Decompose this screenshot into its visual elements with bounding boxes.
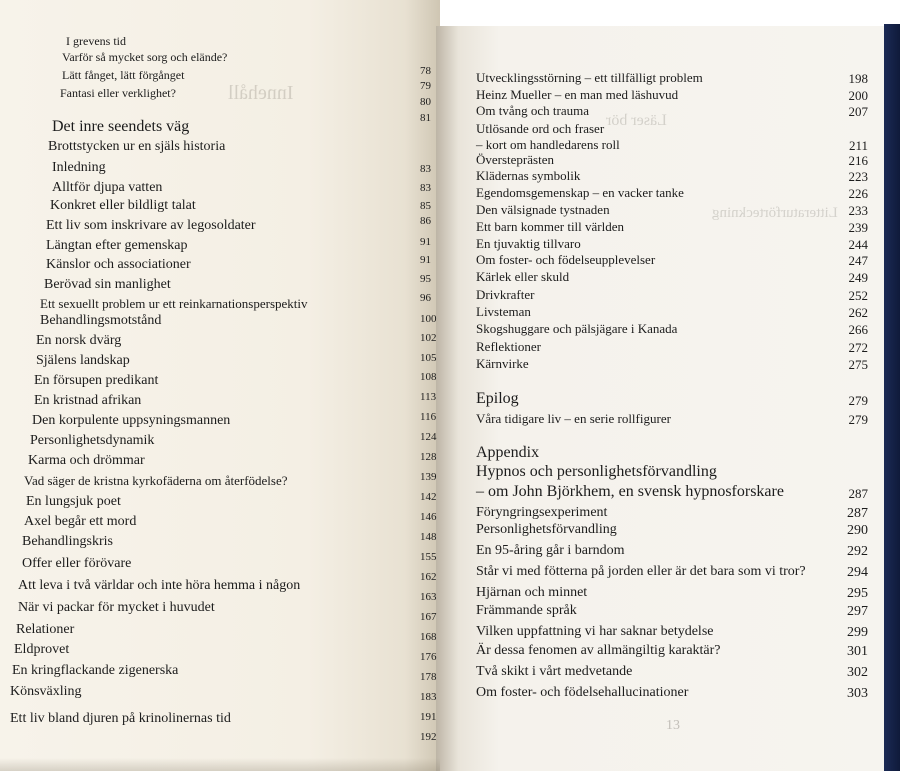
toc-entry-page: 244	[848, 237, 868, 252]
toc-entry-page: 78	[420, 65, 431, 77]
toc-entry-page: 233	[848, 203, 868, 218]
toc-entry-page: 83	[420, 163, 431, 175]
toc-entry-title: Offer eller förövare	[22, 556, 132, 571]
toc-entry-page: 303	[847, 686, 868, 701]
toc-entry-title: Utvecklingsstörning – ett tillfälligt problem	[476, 70, 703, 85]
toc-entry-page: 290	[847, 523, 868, 538]
toc-entry-page: 80	[420, 96, 431, 108]
toc-entry-title: Känslor och associationer	[46, 257, 191, 272]
toc-entry-page: 96	[420, 292, 431, 304]
toc-entry-title: En kristnad afrikan	[34, 393, 142, 408]
toc-entry-page: 295	[847, 586, 868, 601]
toc-entry-page: 239	[848, 220, 868, 235]
toc-entry-title: En tjuvaktig tillvaro	[476, 236, 581, 251]
toc-entry-page: 216	[848, 153, 868, 168]
toc-entry-page: 142	[420, 491, 437, 503]
epilog-heading: Epilog	[476, 390, 519, 407]
toc-entry-title: Konkret eller bildligt talat	[50, 198, 196, 213]
toc-entry-title: Står vi med fötterna på jorden eller är det bara som vi tror?	[476, 564, 806, 579]
toc-entry-title: Vad säger de kristna kyrkofäderna om återfödelse?	[24, 473, 288, 488]
toc-entry-title: Är dessa fenomen av allmängiltig karaktär?	[476, 643, 721, 658]
toc-entry-title: Den välsignade tystnaden	[476, 202, 610, 217]
section-heading: Det inre seendets väg	[52, 118, 190, 135]
toc-entry-page: 100	[420, 313, 437, 325]
toc-entry-page: 252	[848, 288, 868, 303]
bleed-through-heading-right: Läser bör	[606, 112, 667, 129]
toc-entry-page: 163	[420, 591, 437, 603]
toc-entry-page: 102	[420, 332, 437, 344]
toc-entry-page: 113	[420, 391, 437, 403]
toc-entry-title: Den korpulente uppsyningsmannen	[32, 413, 231, 428]
toc-entry-title: Att leva i två världar och inte höra hemma i någon	[18, 578, 301, 593]
toc-entry-title: Inledning	[52, 160, 106, 175]
toc-entry-title: Kärnvirke	[476, 356, 529, 371]
toc-entry-title: En norsk dvärg	[36, 333, 122, 348]
toc-entry-title: Reflektioner	[476, 339, 541, 354]
toc-entry-page: 86	[420, 215, 431, 227]
toc-entry-page: 168	[420, 631, 437, 643]
toc-entry-title: Klädernas symbolik	[476, 168, 581, 183]
toc-entry-page: 247	[848, 253, 868, 268]
toc-entry-page: 223	[848, 169, 868, 184]
toc-entry-title: Främmande språk	[476, 603, 577, 618]
toc-entry-title: Egendomsgemenskap – en vacker tanke	[476, 185, 684, 200]
toc-entry-title: Berövad sin manlighet	[44, 277, 171, 292]
toc-entry-title: I grevens tid	[66, 34, 126, 48]
toc-entry-page: 192	[420, 731, 437, 743]
toc-entry-title: Karma och drömmar	[28, 453, 145, 468]
toc-entry-page: 299	[847, 625, 868, 640]
toc-entry-title: En försupen predikant	[34, 373, 159, 388]
toc-entry-page: 191	[420, 711, 437, 723]
toc-entry-page: 279	[848, 412, 868, 427]
toc-entry-title: Om tvång och trauma	[476, 103, 589, 118]
toc-entry-page: 301	[847, 644, 868, 659]
appendix-subtitle-1: Hypnos och personlighetsförvandling	[476, 463, 717, 480]
toc-entry-page: 128	[420, 451, 437, 463]
toc-entry-page: 95	[420, 273, 431, 285]
toc-entry-page: 176	[420, 651, 437, 663]
toc-entry-title: Relationer	[16, 622, 75, 637]
toc-entry-page: 183	[420, 691, 437, 703]
toc-entry-title: Själens landskap	[36, 353, 130, 368]
toc-entry-title: Livsteman	[476, 304, 531, 319]
toc-entry-page: 207	[848, 104, 868, 119]
toc-entry-page: 79	[420, 80, 431, 92]
toc-entry-page: 292	[847, 544, 868, 559]
toc-entry-page: 146	[420, 511, 437, 523]
epilog-heading-page: 279	[848, 393, 868, 408]
toc-entry-page: 275	[848, 357, 868, 372]
toc-entry-title: Alltför djupa vatten	[52, 180, 163, 195]
toc-entry-page: 85	[420, 200, 431, 212]
toc-entry-title: Kärlek eller skuld	[476, 269, 570, 284]
toc-entry-page: 198	[848, 71, 868, 86]
appendix-heading: Appendix	[476, 444, 540, 461]
toc-entry-page: 116	[420, 411, 437, 423]
toc-entry-title: Utlösande ord och fraser	[476, 121, 605, 136]
bleed-through-section-right: Litteraturförteckning	[712, 205, 838, 221]
toc-entry-page: 287	[847, 506, 868, 521]
toc-entry-title: Lätt fånget, lätt förgånget	[62, 68, 185, 82]
toc-entry-page: 262	[848, 305, 868, 320]
toc-entry-title: – kort om handledarens roll	[476, 137, 620, 152]
bleed-through-heading-left: Innehåll	[228, 82, 294, 104]
toc-entry-page: 178	[420, 671, 437, 683]
toc-entry-title: Heinz Mueller – en man med läshuvud	[476, 87, 679, 102]
toc-entry-page: 272	[848, 340, 868, 355]
toc-entry-page: 211	[848, 138, 868, 153]
toc-entry-title: Behandlingsmotstånd	[40, 313, 162, 328]
toc-entry-title: Personlighetsdynamik	[30, 433, 155, 448]
toc-entry-page: 105	[420, 352, 437, 364]
toc-entry-title: Översteprästen	[476, 152, 554, 167]
toc-entry-title: Behandlingskris	[22, 534, 113, 549]
toc-entry-title: Eldprovet	[14, 642, 70, 657]
toc-entry-page: 139	[420, 471, 437, 483]
toc-entry-page: 294	[847, 565, 868, 580]
toc-entry-page: 91	[420, 254, 431, 266]
toc-entry-title: Könsväxling	[10, 684, 82, 699]
toc-entry-title: Föryngringsexperiment	[476, 505, 608, 520]
toc-entry-title: Ett sexuellt problem ur ett reinkarnationsperspektiv	[40, 296, 308, 311]
toc-entry-title: En lungsjuk poet	[26, 494, 121, 509]
toc-entry-title: Om foster- och födelsehallucinationer	[476, 685, 689, 700]
toc-entry-title: Ett liv bland djuren på krinolinernas tid	[10, 711, 231, 726]
toc-entry-page: 266	[848, 322, 868, 337]
toc-entry-title: Brottstycken ur en själs historia	[48, 139, 226, 154]
appendix-subtitle-2: – om John Björkhem, en svensk hypnosforskare	[476, 483, 784, 500]
toc-entry-title: Våra tidigare liv – en serie rollfigurer	[476, 411, 671, 426]
page-number: 13	[666, 718, 680, 733]
toc-entry-title: Axel begår ett mord	[24, 514, 137, 529]
toc-entry-page: 155	[420, 551, 437, 563]
toc-entry-title: Personlighetsförvandling	[476, 522, 617, 537]
toc-entry-title: Skogshuggare och pälsjägare i Kanada	[476, 321, 678, 336]
toc-entry-title: En kringflackande zigenerska	[12, 663, 179, 678]
toc-entry-page: 108	[420, 371, 437, 383]
toc-entry-page: 249	[848, 270, 868, 285]
toc-entry-page: 162	[420, 571, 437, 583]
toc-entry-title: Ett liv som inskrivare av legosoldater	[46, 218, 256, 233]
toc-entry-title: Varför så mycket sorg och elände?	[62, 50, 228, 64]
toc-entry-page: 124	[420, 431, 437, 443]
toc-entry-page: 167	[420, 611, 437, 623]
toc-entry-title: Längtan efter gemenskap	[46, 238, 188, 253]
toc-entry-page: 81	[420, 112, 431, 124]
toc-entry-title: Fantasi eller verklighet?	[60, 86, 176, 100]
toc-entry-title: En 95-åring går i barndom	[476, 543, 625, 558]
toc-entry-title: Drivkrafter	[476, 287, 535, 302]
toc-entry-page: 200	[848, 88, 868, 103]
toc-entry-page: 83	[420, 182, 431, 194]
toc-entry-page: 91	[420, 236, 431, 248]
toc-entry-title: Två skikt i vårt medvetande	[476, 664, 633, 679]
toc-entry-title: Ett barn kommer till världen	[476, 219, 625, 234]
toc-entry-title: Vilken uppfattning vi har saknar betydelse	[476, 624, 714, 639]
appendix-subtitle-page: 287	[848, 486, 868, 501]
toc-entry-page: 148	[420, 531, 437, 543]
toc-entry-title: När vi packar för mycket i huvudet	[18, 600, 215, 615]
toc-entry-page: 297	[847, 604, 868, 619]
toc-entry-title: Hjärnan och minnet	[476, 585, 588, 600]
toc-entry-title: Om foster- och födelseupplevelser	[476, 252, 656, 267]
toc-entry-page: 226	[848, 186, 868, 201]
toc-entry-page: 302	[847, 665, 868, 680]
